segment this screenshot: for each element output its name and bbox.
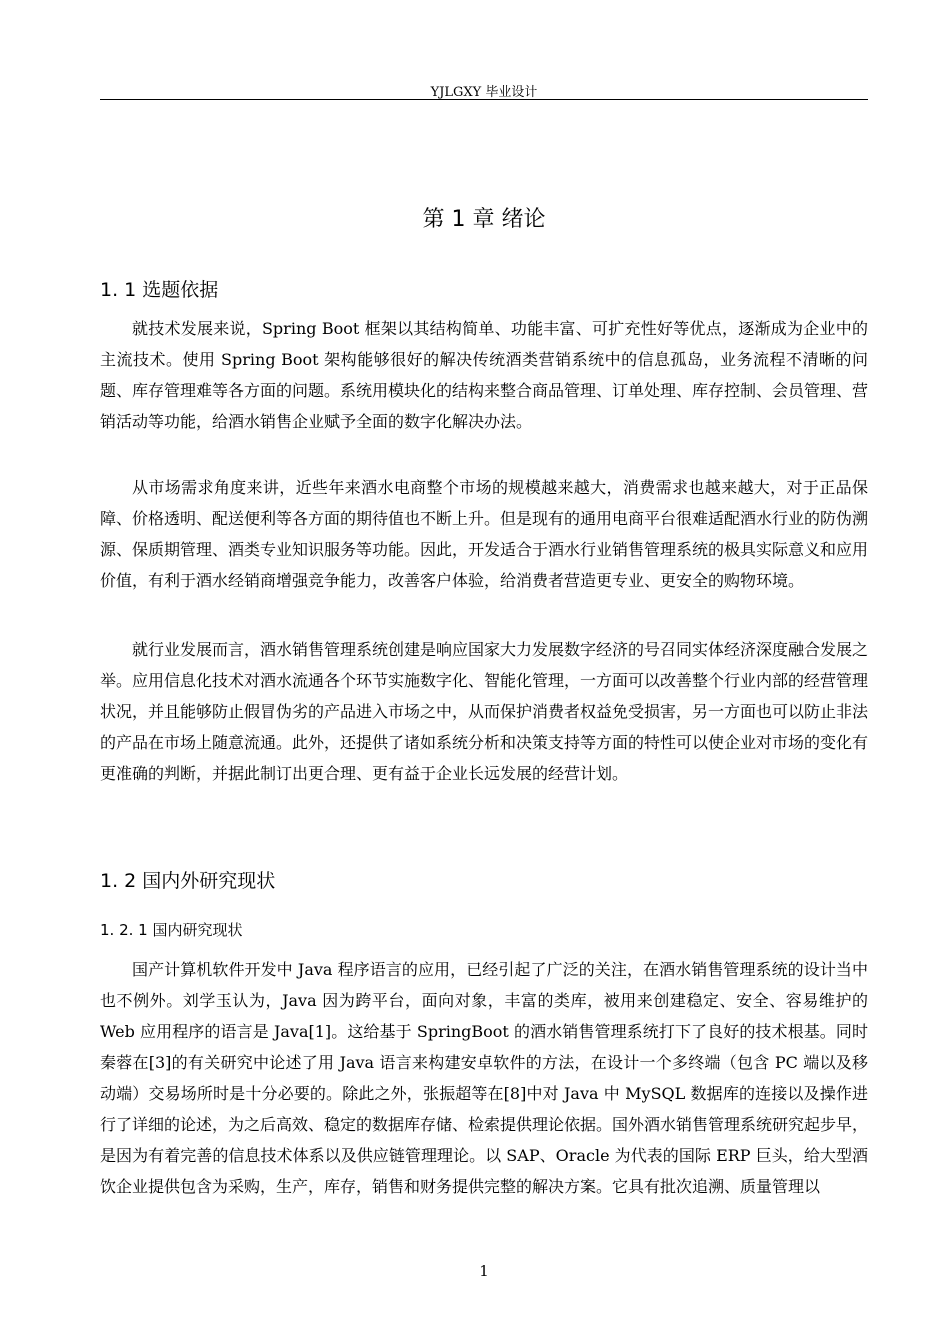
paragraph: 就技术发展来说，Spring Boot 框架以其结构简单、功能丰富、可扩充性好等优点，逐渐成为企业中的主流技术。使用 Spring Boot 架构能够很好的解决传统酒类营销系统中的信息孤岛，业务流程不清晰的问题、库存管理难等各方面的问题。系统用模块化的结构来整合商品管理、订单处理、库存控制、会员管理、营销活动等功能，给酒水销售企业赋予全面的数字化解决办法。 (100, 319, 869, 431)
page-number: 1 (479, 1262, 489, 1280)
page-header: YJLGXY 毕业设计 (430, 85, 538, 100)
section-heading-1-1: 1. 1 选题依据 (100, 279, 219, 301)
chapter-title: 第 1 章 绪论 (422, 207, 546, 232)
header-divider (100, 99, 868, 100)
paragraph: 从市场需求角度来讲，近些年来酒水电商整个市场的规模越来越大，消费需求也越来越大，对于正品保障、价格透明、配送便利等各方面的期待值也不断上升。但是现有的通用电商平台很难适配酒水行业的防伪溯源、保质期管理、酒类专业知识服务等功能。因此，开发适合于酒水行业销售管理系统的极具实际意义和应用价值，有利于酒水经销商增强竞争能力，改善客户体验，给消费者营造更专业、更安全的购物环境。 (100, 478, 869, 590)
paragraph: 国产计算机软件开发中 Java 程序语言的应用，已经引起了广泛的关注，在酒水销售管理系统的设计当中也不例外。刘学玉认为，Java 因为跨平台，面向对象，丰富的类库，被用来创建稳定、安全、容易维护的 Web 应用程序的语言是 Java[1]。这给基于 SpringBoot 的酒水销售管理系统打下了良好的技术根基。同时秦蓉在[3]的有关研究中论述了用 Java 语言来构建安卓软件的方法，在设计一个多终端（包含 PC 端以及移动端）交易场所时是十分必要的。除此之外，张振超等在[8]中对 Java 中 MySQL 数据库的连接以及操作进行了详细的论述，为之后高效、稳定的数据库存储、检索提供理论依据。国外酒水销售管理系统研究起步早，是因为有着完善的信息技术体系以及供应链管理理论。以 SAP、Oracle 为代表的国际 ERP 巨头，给大型酒饮企业提供包含为采购，生产，库存，销售和财务提供完整的解决方案。它具有批次追溯、质量管理以 (100, 960, 869, 1196)
subsection-heading-1-2-1: 1. 2. 1 国内研究现状 (100, 921, 243, 939)
paragraph: 就行业发展而言，酒水销售管理系统创建是响应国家大力发展数字经济的号召同实体经济深度融合发展之举。应用信息化技术对酒水流通各个环节实施数字化、智能化管理，一方面可以改善整个行业内部的经营管理状况，并且能够防止假冒伪劣的产品进入市场之中，从而保护消费者权益免受损害，另一方面也可以防止非法的产品在市场上随意流通。此外，还提供了诸如系统分析和决策支持等方面的特性可以使企业对市场的变化有更准确的判断，并据此制订出更合理、更有益于企业长远发展的经营计划。 (100, 640, 869, 783)
section-heading-1-2: 1. 2 国内外研究现状 (100, 870, 276, 892)
